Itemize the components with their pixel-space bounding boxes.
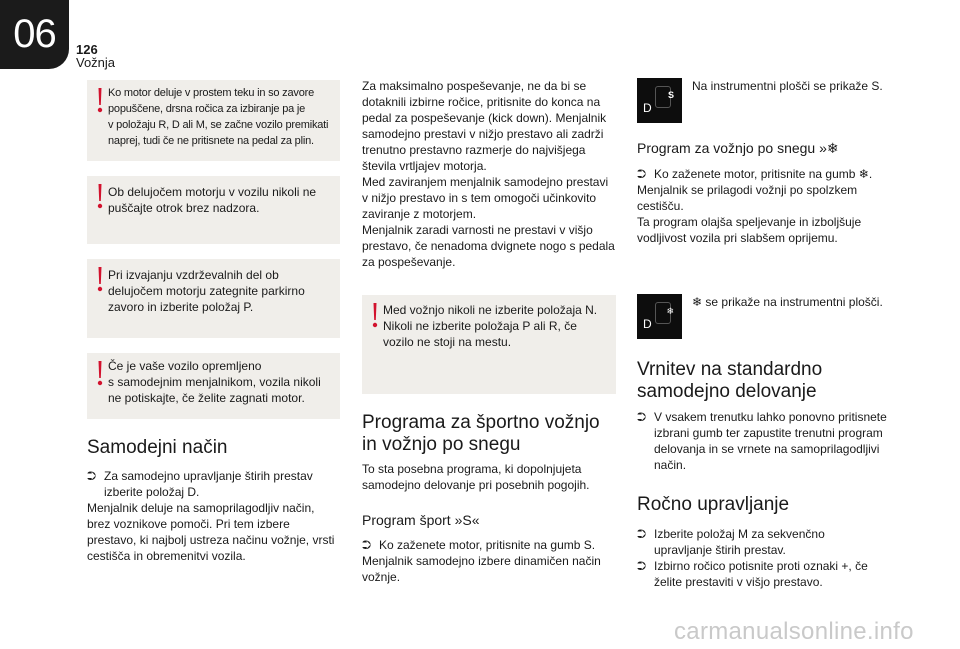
- para-line: prestavo, če nenadoma dvignete nogo s pedala: [362, 239, 615, 253]
- bullet-line: Izberite položaj M za sekvenčno: [654, 527, 825, 541]
- bullet-snow: [637, 166, 897, 182]
- heading-line: Programa za športno vožnjo: [362, 412, 600, 433]
- warning-line: popuščene, drsna ročica za izbiranje pa je: [108, 103, 306, 115]
- bullet-line: V vsakem trenutku lahko ponovno pritisnete: [654, 410, 887, 424]
- heading-sport-snow: [362, 412, 600, 456]
- para-line: To sta posebna programa, ki dopolnjujeta: [362, 462, 582, 476]
- bullet-line: delovanja in se vrnete na samoprilagodljivi: [654, 442, 880, 456]
- warning-box-5: [362, 295, 616, 394]
- warning-line: Ko motor deluje v prostem teku in so zavore: [108, 87, 315, 99]
- para-line: za pospeševanje.: [362, 255, 456, 269]
- warning-line: Če je vaše vozilo opremljeno: [108, 359, 262, 373]
- para-line: v nižjo prestavo in s tem omogoči učinkovito: [362, 191, 597, 205]
- para-line: cestišča in obremenitvi vozila.: [87, 549, 246, 563]
- bullet-arrow-icon: ⮊: [637, 527, 647, 541]
- para-line: Menjalnik zaradi varnosti ne prestavi v višjo: [362, 223, 593, 237]
- snowflake-icon: ❄: [666, 306, 674, 316]
- bullet-line: Ko zaženete motor, pritisnite na gumb S.: [379, 538, 596, 552]
- heading-automatic-mode: Samodejni način: [87, 437, 228, 458]
- thumb1-caption: Na instrumentni plošči se prikaže S.: [692, 79, 883, 93]
- warning-exclamation-icon: [370, 303, 380, 329]
- paragraph-kickdown: [362, 78, 622, 270]
- heading-manual-mode: Ročno upravljanje: [637, 494, 790, 515]
- bullet-line: način.: [654, 458, 687, 472]
- paragraph-automatic: [87, 500, 347, 564]
- heading-line: samodejno delovanje: [637, 381, 817, 402]
- bullet-manual-up: [637, 558, 897, 590]
- para-line: samodejno delovanje pri posebnih pogojih.: [362, 478, 590, 492]
- heading-return-standard: [637, 359, 822, 403]
- warning-box-4: [87, 353, 340, 419]
- para-line: Menjalnik deluje na samoprilagodljiv način,: [87, 501, 315, 515]
- sport-indicator-s: S: [667, 90, 674, 100]
- para-line: vodljivost vozila pri slabšem oprijemu.: [637, 231, 838, 245]
- gear-indicator-d: D: [643, 317, 652, 331]
- bullet-arrow-icon: ⮊: [637, 167, 647, 181]
- warning-box-1: [87, 80, 340, 161]
- para-line: dotaknili izbirne ročice, pritisnite do konca na: [362, 95, 601, 109]
- instrument-display-sport-image: [637, 78, 682, 123]
- para-line: vožnje.: [362, 570, 401, 584]
- warning-exclamation-icon: [95, 184, 105, 210]
- para-line: brez voznikove pomoči. Pri tem izbere: [87, 517, 290, 531]
- heading-line: in vožnjo po snegu: [362, 434, 521, 455]
- warning-exclamation-icon: [95, 88, 105, 114]
- warning-line: v položaju R, D ali M, se začne vozilo premikati: [108, 119, 329, 131]
- bullet-line: izbrani gumb ter zapustite trenutni program: [654, 426, 883, 440]
- warning-line: zavoro in izberite položaj P.: [108, 300, 254, 314]
- paragraph-sport: [362, 553, 622, 585]
- warning-exclamation-icon: [95, 361, 105, 387]
- bullet-sport: [362, 537, 622, 553]
- thumb2-caption: ❄ se prikaže na instrumentni plošči.: [692, 295, 883, 309]
- para-line: Menjalnik se prilagodi vožnji po spolzkem: [637, 183, 858, 197]
- bullet-line: izberite položaj D.: [104, 485, 200, 499]
- warning-line: Ob delujočem motorju v vozilu nikoli ne: [108, 185, 317, 199]
- warning-line: s samodejnim menjalnikom, vozila nikoli: [108, 375, 321, 389]
- bullet-line: Za samodejno upravljanje štirih prestav: [104, 469, 313, 483]
- bullet-arrow-icon: ⮊: [362, 538, 372, 552]
- para-line: cestišču.: [637, 199, 684, 213]
- paragraph-snow: [637, 182, 897, 246]
- paragraph-intro: [362, 461, 622, 493]
- para-line: pedal za pospeševanje (kick down). Menjalnik: [362, 111, 607, 125]
- para-line: Za maksimalno pospeševanje, ne da bi se: [362, 79, 587, 93]
- warning-box-2: [87, 176, 340, 244]
- chapter-tab: 06: [0, 0, 69, 69]
- warning-line: Pri izvajanju vzdrževalnih del ob: [108, 268, 279, 282]
- bullet-return: [637, 409, 897, 473]
- page-number: 126: [76, 42, 98, 57]
- para-line: samodejno prestavi v nižjo prestavo ali zadrži: [362, 127, 604, 141]
- warning-line: vozilo ne stoji na mestu.: [383, 335, 512, 349]
- bullet-arrow-icon: ⮊: [87, 469, 97, 483]
- bullet-arrow-icon: ⮊: [637, 410, 647, 424]
- para-line: Med zaviranjem menjalnik samodejno prestavi: [362, 175, 609, 189]
- para-line: trenutno prestavno razmerje do najvišjega: [362, 143, 586, 157]
- bullet-line: Ko zaženete motor, pritisnite na gumb ❄.: [654, 167, 873, 181]
- bullet-line: Izbirno ročico potisnite proti oznaki +, če: [654, 559, 868, 573]
- instrument-display-snow-image: [637, 294, 682, 339]
- warning-box-3: [87, 259, 340, 338]
- page-section-title: Vožnja: [76, 55, 116, 70]
- para-line: zaviranje z motorjem.: [362, 207, 477, 221]
- warning-line: Nikoli ne izberite položaja P ali R, če: [383, 319, 577, 333]
- subheading-sport: Program šport »S«: [362, 512, 480, 528]
- warning-line: naprej, tudi če ne pritisnete na pedal za plin.: [108, 135, 314, 147]
- bullet-arrow-icon: ⮊: [637, 559, 647, 573]
- bullet-manual-select: [637, 526, 897, 558]
- watermark: carmanualsonline.info: [674, 618, 914, 645]
- warning-line: puščajte otrok brez nadzora.: [108, 201, 260, 215]
- bullet-line: želite prestaviti v višjo prestavo.: [654, 575, 823, 589]
- para-line: prestavo, ki najbolj ustreza načinu vožnje, vrsti: [87, 533, 335, 547]
- warning-line: ne potiskajte, če želite zagnati motor.: [108, 391, 305, 405]
- warning-line: delujočem motorju zategnite parkirno: [108, 284, 305, 298]
- subheading-snow: Program za vožnjo po snegu »❄: [637, 140, 839, 156]
- warning-line: Med vožnjo nikoli ne izberite položaja N.: [383, 303, 598, 317]
- heading-line: Vrnitev na standardno: [637, 359, 823, 380]
- bullet-line: upravljanje štirih prestav.: [654, 543, 786, 557]
- para-line: Ta program olajša speljevanje in izboljšuje: [637, 215, 862, 229]
- gear-indicator-d: D: [643, 101, 652, 115]
- bullet-automatic: [87, 468, 342, 500]
- warning-exclamation-icon: [95, 267, 105, 293]
- para-line: števila vrtljajev motorja.: [362, 159, 487, 173]
- para-line: Menjalnik samodejno izbere dinamičen način: [362, 554, 601, 568]
